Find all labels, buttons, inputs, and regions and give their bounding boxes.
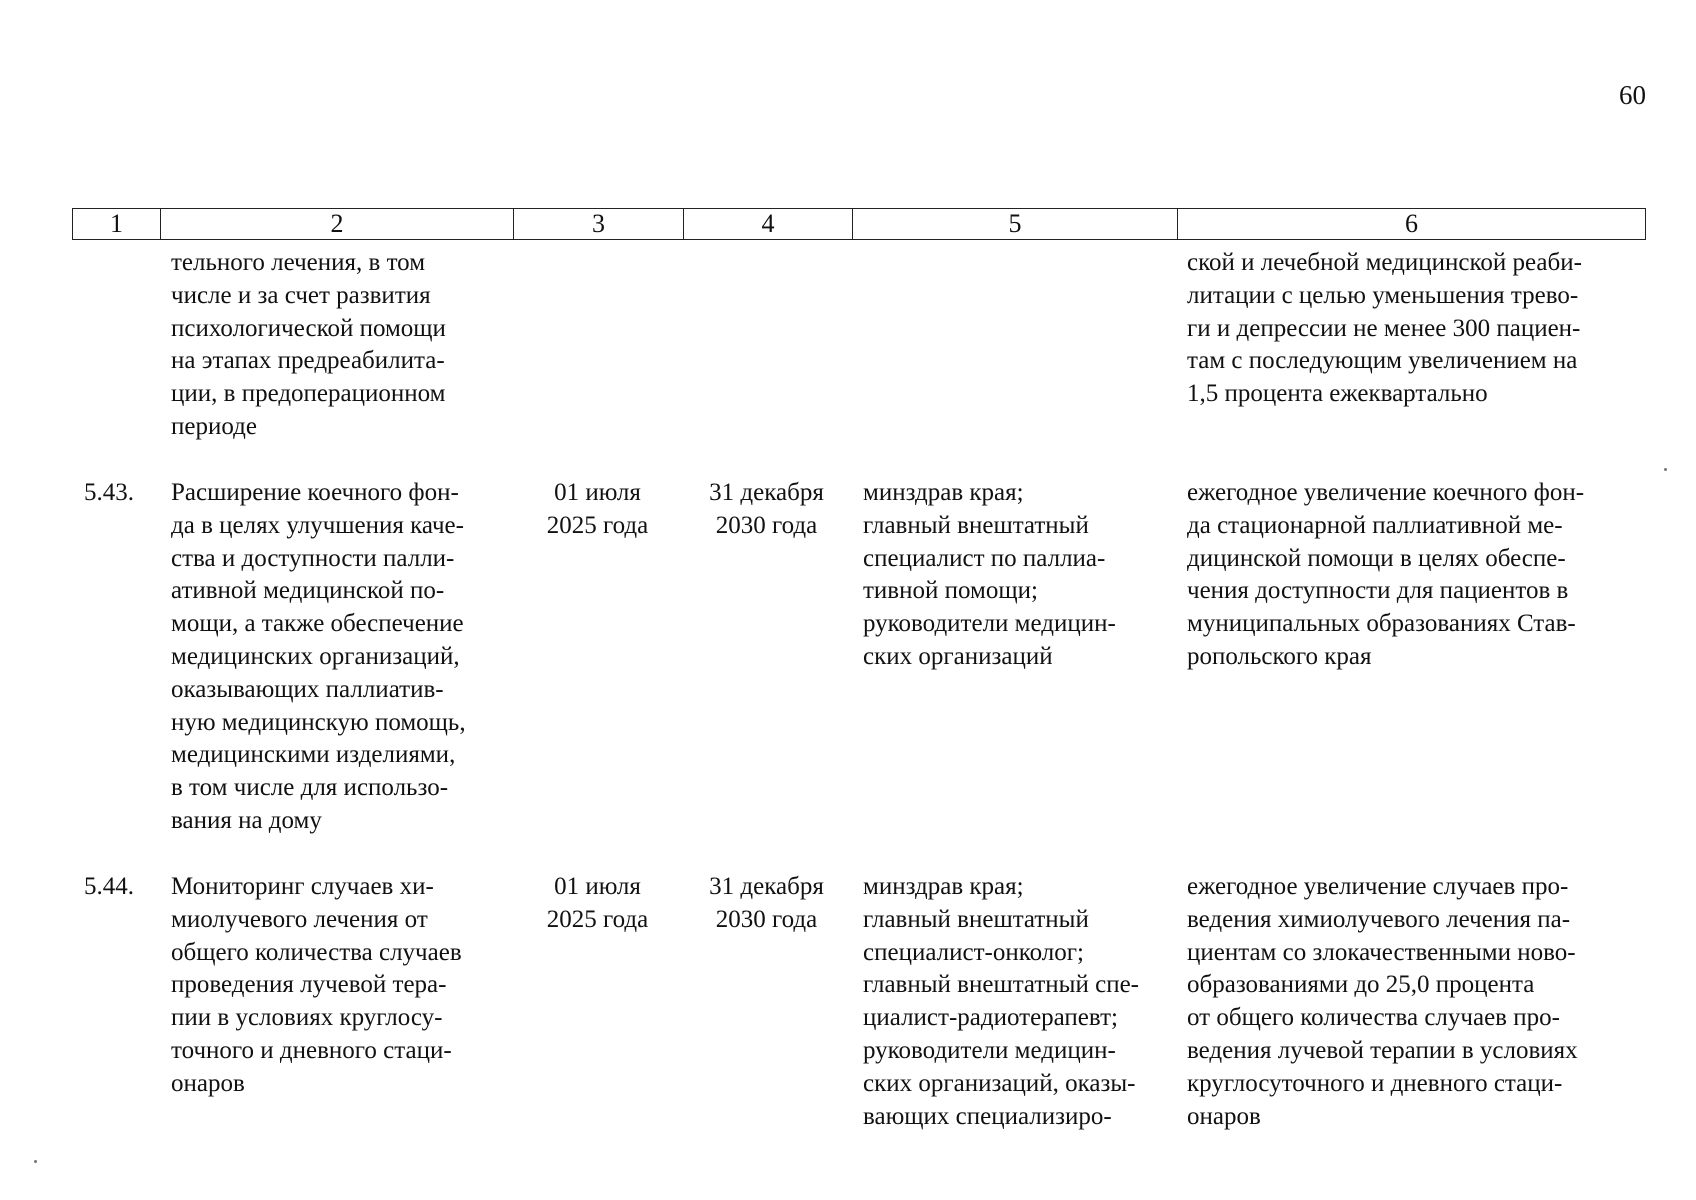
page-number: 60 [1619,80,1646,110]
column-header-4: 4 [684,209,853,239]
row-result-cell: ежегодное увеличение коечного фон- да стационарной паллиативной ме- дицинской помощи в целях обеспе- чения доступности для пациентов в муниципальных образованиях Став- ропольского края [1187,479,1585,670]
continuation-name-cell: тельного лечения, в том числе и за счет развития психологической помощи на этапах предреабилита- ции, в предоперационном периоде [171,249,446,440]
row-name-cell: Мониторинг случаев хи- миолучевого лечения от общего количества случаев проведения лучевой тера- пии в условиях круглосу- точного и дневного стаци- онаров [171,873,462,1097]
row-end-date-cell: 31 декабря 2030 года [709,479,824,539]
row-responsible-cell: минздрав края; главный внештатный специалист по паллиа- тивной помощи; руководители медицин- ских организаций [863,479,1116,670]
table-header-row [72,208,1646,240]
row-number-cell: 5.44. [84,873,134,900]
column-header-3: 3 [514,209,684,239]
row-number-cell: 5.43. [84,479,134,506]
row-start-date-cell: 01 июля 2025 года [546,873,649,933]
column-header-1: 1 [73,209,161,239]
row-result-cell: ежегодное увеличение случаев про- ведения химиолучевого лечения па- циентам со злокачественными ново- образованиями до 25,0 процента от общего количества случаев про- ведения лучевой терапии в условиях круглосуточного и дневного стаци- онаров [1187,873,1578,1130]
column-header-6: 6 [1405,209,1418,238]
scan-speck [34,1160,37,1163]
continuation-result-cell: ской и лечебной медицинской реаби- литации с целью уменьшения трево- ги и депрессии не менее 300 пациен- там с последующим увеличением на 1,5 процента ежеквартально [1187,249,1582,408]
row-responsible-cell: минздрав края; главный внештатный специалист-онколог; главный внештатный спе- циалист-радиотерапевт; руководители медицин- ских организаций, оказы- вающих специализиро- [863,873,1140,1130]
row-end-date-cell: 31 декабря 2030 года [709,873,824,933]
column-header-5: 5 [853,209,1178,239]
column-header-2: 2 [161,209,514,239]
row-start-date-cell: 01 июля 2025 года [546,479,649,539]
scan-speck [1664,468,1667,471]
row-name-cell: Расширение коечного фон- да в целях улучшения каче- ства и доступности палли- ативной медицинской по- мощи, а также обеспечение медицинских организаций, оказывающих паллиатив- ную медицинскую помощь, медицинскими изделиями, в том числе для использо- вания на дому [171,479,466,834]
